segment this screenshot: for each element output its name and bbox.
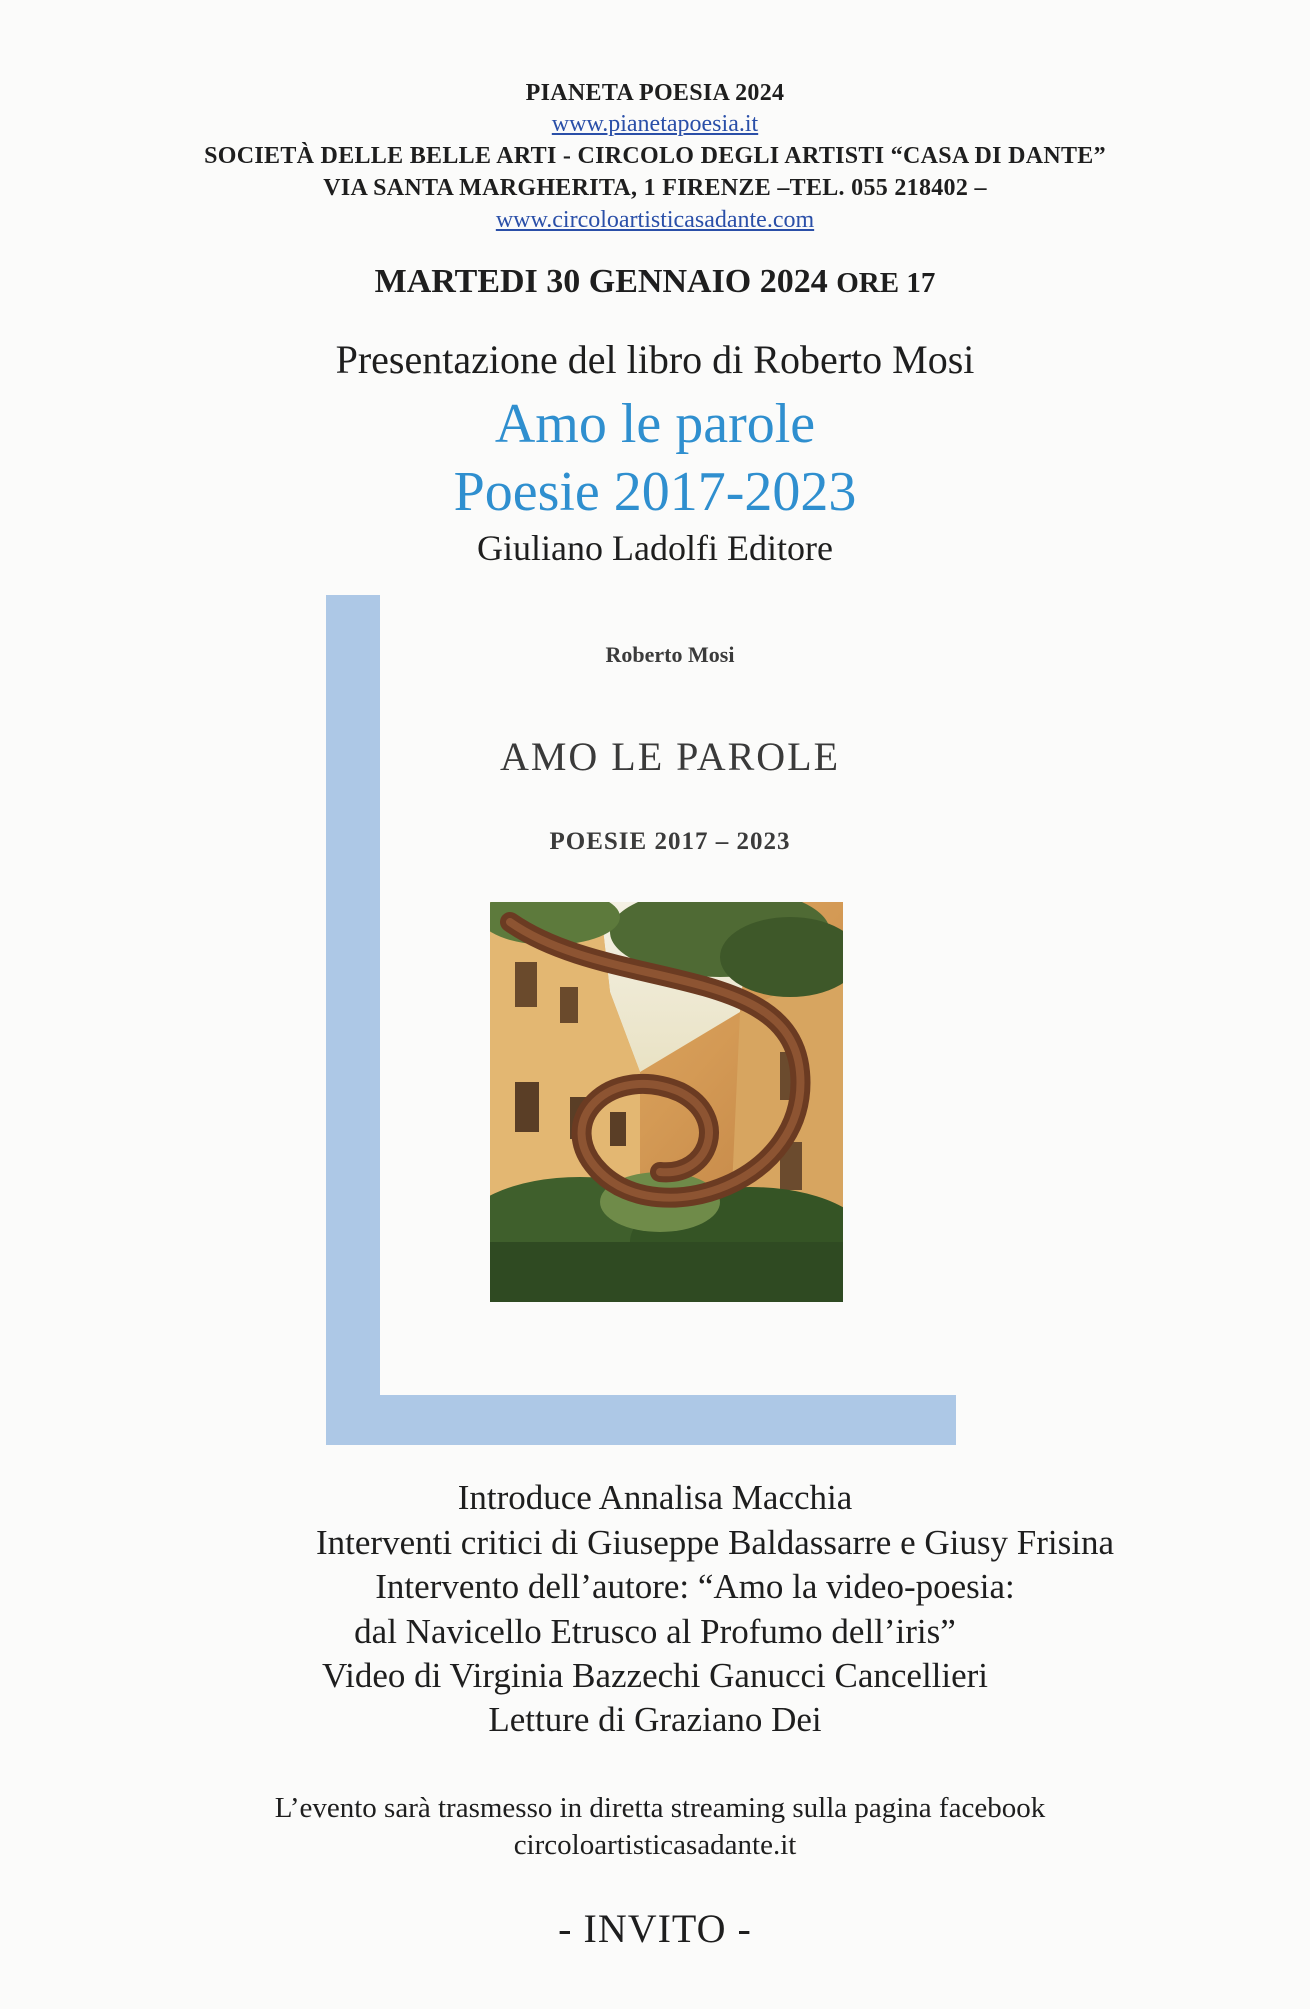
event-date-line xyxy=(0,263,1310,301)
cover-subtitle: POESIE 2017 – 2023 xyxy=(549,828,791,855)
cover-frame-vertical xyxy=(326,595,380,1445)
address-line: VIA SANTA MARGHERITA, 1 FIRENZE –TEL. 055 218402 – xyxy=(323,175,987,201)
invito-label: - INVITO - xyxy=(558,1906,752,1951)
program-line-3: Intervento dell’autore: “Amo la video-poesia: xyxy=(375,1567,1015,1606)
program-line-2: Interventi critici di Giuseppe Baldassarre e Giusy Frisina xyxy=(316,1523,1114,1562)
cover-title: AMO LE PAROLE xyxy=(499,734,841,779)
book-subtitle: Poesie 2017-2023 xyxy=(453,461,857,523)
presentation-line: Presentazione del libro di Roberto Mosi xyxy=(335,337,975,382)
streaming-page: circoloartisticasadante.it xyxy=(513,1829,797,1861)
cover-frame-horizontal xyxy=(326,1395,956,1445)
program-line-5: Video di Virginia Bazzechi Ganucci Cancellieri xyxy=(321,1656,989,1695)
program-line-6: Letture di Graziano Dei xyxy=(488,1700,822,1739)
society-line: SOCIETÀ DELLE BELLE ARTI - CIRCOLO DEGLI ARTISTI “CASA DI DANTE” xyxy=(204,143,1106,169)
streaming-note: L’evento sarà trasmesso in diretta streaming sulla pagina facebook xyxy=(274,1792,1046,1824)
link-row-2 xyxy=(0,207,1310,234)
link-row-1 xyxy=(0,111,1310,138)
cover-author: Roberto Mosi xyxy=(605,642,735,667)
event-time: ORE 17 xyxy=(836,267,936,299)
publisher: Giuliano Ladolfi Editore xyxy=(477,528,833,568)
pianetapoesia-link[interactable]: www.pianetapoesia.it xyxy=(551,111,759,137)
program-line-4: dal Navicello Etrusco al Profumo dell’iris” xyxy=(354,1612,956,1651)
cover-photo-spiral-sculpture xyxy=(490,902,843,1302)
book-title: Amo le parole xyxy=(494,393,816,455)
event-date: MARTEDI 30 GENNAIO 2024 xyxy=(374,263,828,300)
program-line-1: Introduce Annalisa Macchia xyxy=(457,1478,853,1517)
circolo-link[interactable]: www.circoloartisticasadante.com xyxy=(495,207,815,233)
organizer-title: PIANETA POESIA 2024 xyxy=(525,80,785,106)
